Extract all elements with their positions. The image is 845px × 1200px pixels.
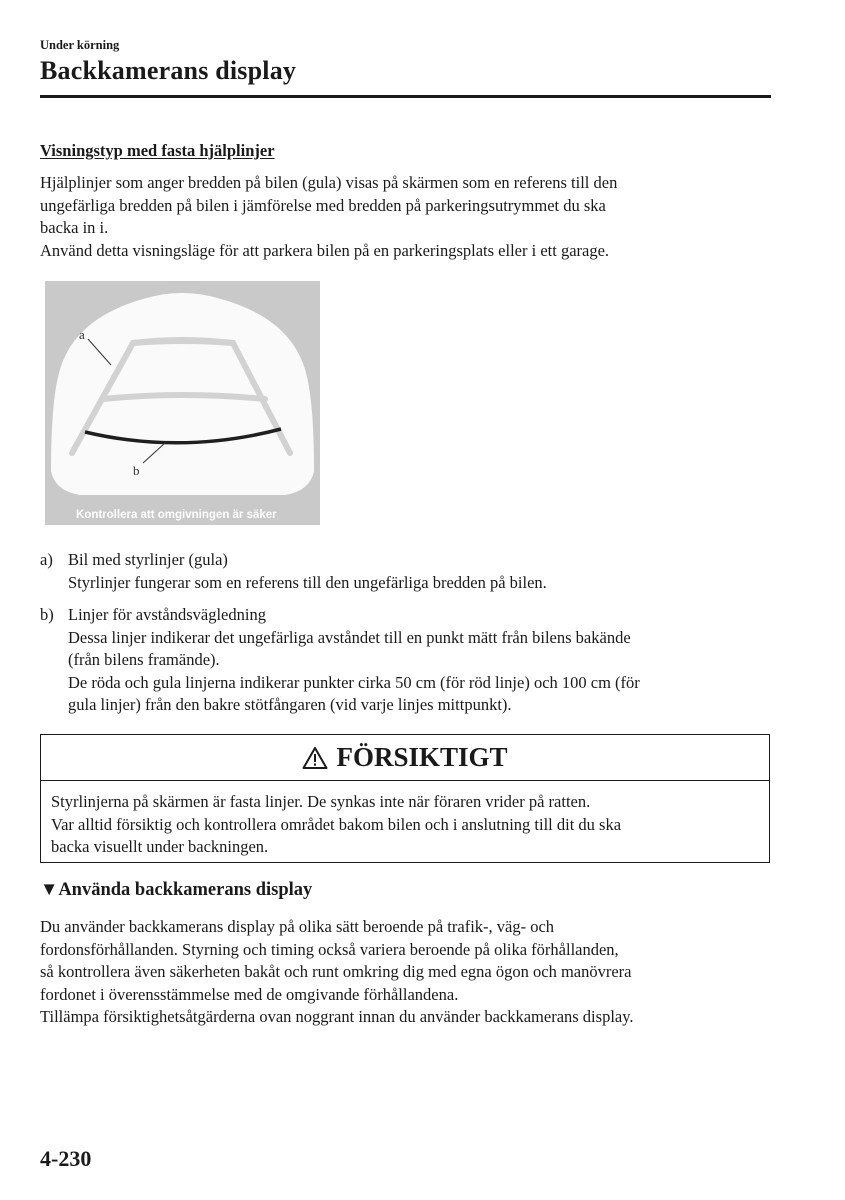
- legend-item-a: [40, 549, 780, 594]
- usage-line: Tillämpa försiktighetsåtgärderna ovan noggrant innan du använder backkamerans display.: [40, 1007, 634, 1026]
- figure-caption: Kontrollera att omgivningen är säker: [76, 509, 277, 521]
- legend-body: [68, 604, 780, 717]
- title-rule: [40, 95, 771, 98]
- intro-line: ungefärliga bredden på bilen i jämförelse med bredden på parkeringsutrymmet du ska: [40, 195, 606, 215]
- subsection-heading: [40, 880, 312, 901]
- legend-key: a): [40, 550, 53, 569]
- callout-label-a: a: [79, 327, 85, 342]
- legend-line: Styrlinjer fungerar som en referens till den ungefärliga bredden på bilen.: [68, 572, 547, 592]
- caution-line: backa visuellt under backningen.: [51, 837, 269, 856]
- legend-line: (från bilens framände).: [68, 650, 220, 669]
- legend-line: De röda och gula linjerna indikerar punkter cirka 50 cm (för röd linje) och 100 cm (för: [68, 672, 640, 692]
- intro-line: backa in i.: [40, 218, 109, 237]
- legend-key: b): [40, 605, 54, 624]
- warning-triangle-icon: [302, 746, 328, 770]
- intro-line: Använd detta visningsläge för att parkera bilen på en parkeringsplats eller i ett garage.: [40, 240, 610, 260]
- usage-line: fordonsförhållanden. Styrning och timing också variera beroende på olika förhållanden,: [40, 939, 619, 959]
- legend-line: Linjer för avståndsvägledning: [68, 605, 266, 624]
- page-number: 4-230: [40, 1146, 92, 1171]
- section-label: Under körning: [40, 38, 120, 52]
- page-title: Backkamerans display: [40, 56, 297, 85]
- caution-header: [41, 735, 769, 781]
- caution-box: [40, 734, 770, 863]
- triangle-down-marker: ▼: [40, 880, 59, 900]
- usage-line: så kontrollera även säkerheten bakåt och runt omkring dig med egna ögon och manövrera: [40, 962, 632, 981]
- legend-line: Bil med styrlinjer (gula): [68, 550, 228, 569]
- callout-label-b: b: [133, 463, 140, 478]
- caution-line: Styrlinjerna på skärmen är fasta linjer. De synkas inte när föraren vrider på ratten.: [51, 792, 591, 811]
- usage-paragraph: [40, 916, 780, 1029]
- legend-list: [40, 549, 780, 717]
- caution-title: FÖRSIKTIGT: [336, 742, 508, 772]
- caution-line: Var alltid försiktig och kontrollera området bakom bilen och i anslutning till dit du ska: [51, 814, 622, 834]
- legend-item-b: [40, 604, 780, 717]
- rear-camera-figure: [45, 281, 320, 525]
- usage-line: Du använder backkamerans display på olika sätt beroende på trafik-, väg- och: [40, 917, 555, 936]
- legend-line: gula linjer) från den bakre stötfångaren (vid varje linjes mittpunkt).: [68, 695, 512, 714]
- section-heading-fixed-guidelines: Visningstyp med fasta hjälplinjer: [40, 141, 275, 160]
- legend-line: Dessa linjer indikerar det ungefärliga avståndet till en punkt mätt från bilens bakände: [68, 627, 631, 647]
- subsection-heading-text: Använda backkamerans display: [58, 880, 313, 900]
- intro-line: Hjälplinjer som anger bredden på bilen (gula) visas på skärmen som en referens till den: [40, 173, 618, 192]
- intro-paragraph: [40, 172, 780, 262]
- usage-line: fordonet i överensstämmelse med de omgivande förhållandena.: [40, 984, 459, 1004]
- caution-body: [41, 781, 769, 859]
- rear-camera-diagram: [45, 281, 320, 525]
- legend-body: [68, 549, 780, 594]
